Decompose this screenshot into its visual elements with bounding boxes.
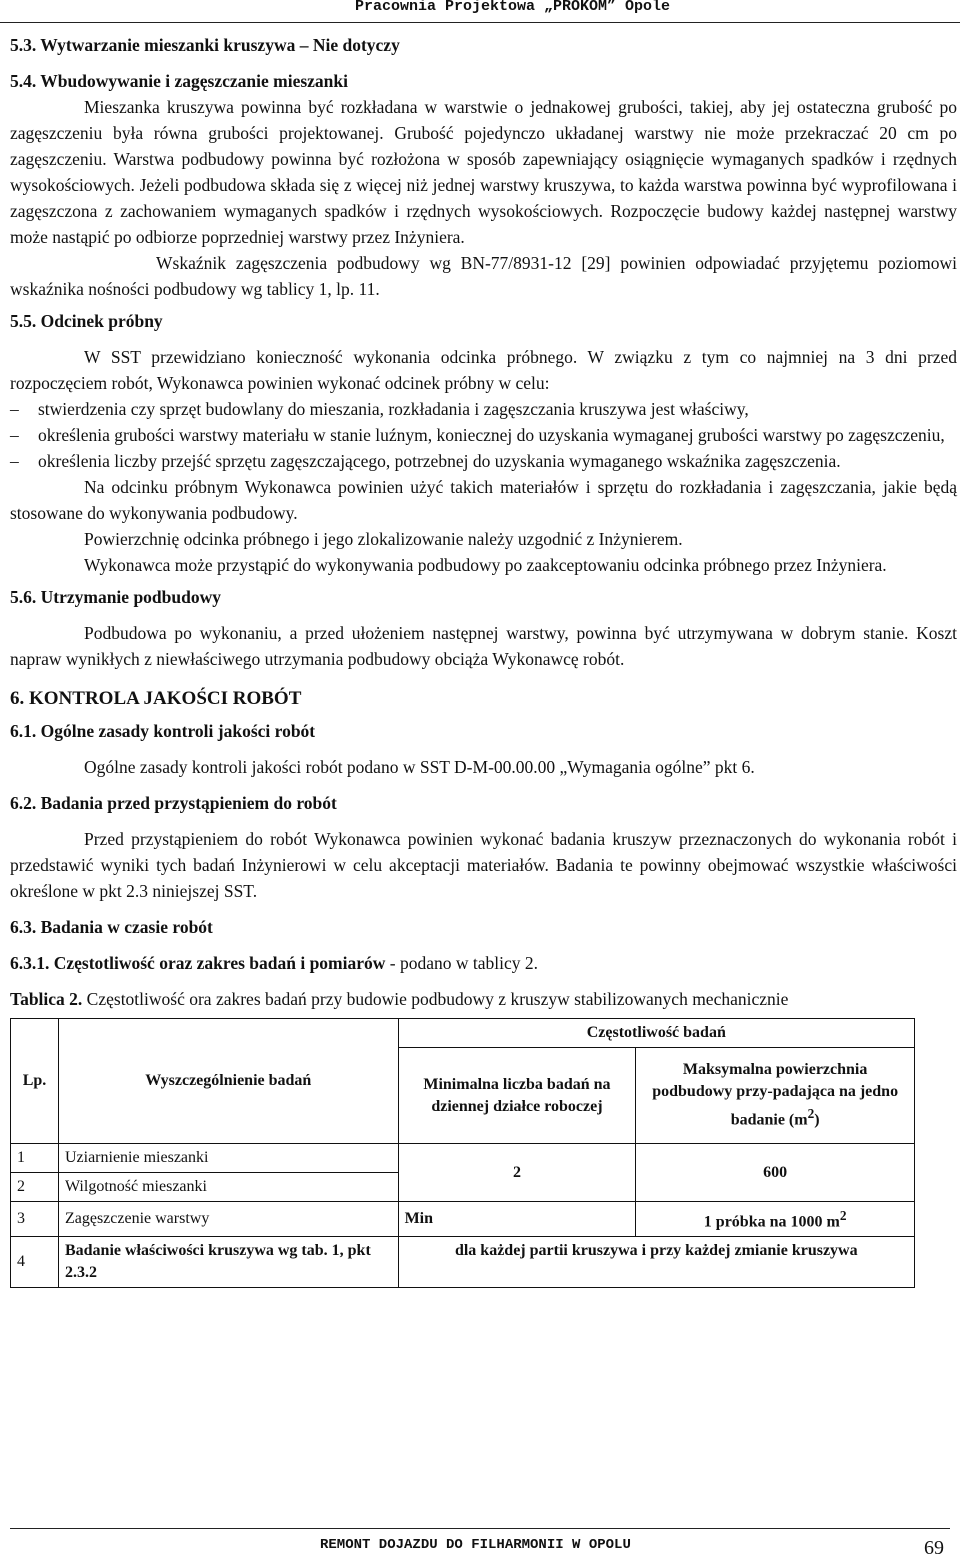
cell-name: Badanie właściwości kruszywa wg tab. 1, pkt 2.3.2: [58, 1237, 398, 1288]
table-caption-text: Częstotliwość ora zakres badań przy budowie podbudowy z kruszyw stabilizowanych mechanicznie: [82, 989, 789, 1009]
section-6-1-paragraph-1: Ogólne zasady kontroli jakości robót podano w SST D-M-00.00.00 „Wymagania ogólne” pkt 6.: [84, 757, 755, 777]
page-number: 69: [924, 1537, 944, 1559]
section-6-3-1-note: - podano w tablicy 2.: [385, 953, 539, 973]
section-5-4-heading: 5.4. Wbudowywanie i zagęszczanie mieszanki: [10, 71, 349, 91]
table-header-frequency: Częstotliwość badań: [398, 1019, 914, 1048]
cell-max: 1 próbka na 1000 $m^2$: [636, 1202, 915, 1237]
section-5-6-paragraph-1: Podbudowa po wykonaniu, a przed ułożeniem następnej warstwy, powinna być utrzymywana w dobrym stanie. Koszt napraw wynikłych z niewłaściwego utrzymania podbudowy obciąża Wykonawcę robót.: [10, 623, 957, 669]
section-5-4-paragraph-1: Mieszanka kruszywa powinna być rozkładana w warstwie o jednakowej grubości, takiej, aby jej ostateczna grubość po zagęszczeniu była równa grubości projektowanej. Grubość pojedynczo układanej warstwy nie może przekraczać 20 cm po zagęszczeniu. Warstwa podbudowy powinna być rozłożona w sposób zapewniający osiągnięcie wymaganych spadków i rzędnych wysokościowych. Jeżeli podbudowa składa się z więcej niż jednej warstwy kruszywa, to każda warstwa powinna być wyprofilowana i zagęszczona z zachowaniem wymaganych spadków i rzędnych wysokościowych. Rozpoczęcie budowy każdej następnej warstwy może nastąpić po odbiorze poprzedniej warstwy przez Inżyniera.: [10, 97, 957, 247]
cell-min: Min: [398, 1202, 636, 1237]
section-6-heading: 6. KONTROLA JAKOŚCI ROBÓT: [10, 688, 302, 709]
table-header-lp: Lp.: [11, 1019, 59, 1144]
cell-name: Uziarnienie mieszanki: [58, 1144, 398, 1173]
document-body: [10, 32, 957, 1288]
section-6-1-heading: 6.1. Ogólne zasady kontroli jakości robót: [10, 721, 316, 741]
cell-lp: 3: [11, 1202, 59, 1237]
page-footer: [10, 1528, 950, 1557]
section-5-5-paragraph-1: W SST przewidziano konieczność wykonania odcinka próbnego. W związku z tym co najmniej na 3 dni przed rozpoczęciem robót, Wykonawca powinien wykonać odcinek próbny w celu:: [10, 347, 957, 393]
table-header-max: Maksymalna powierzchnia podbudowy przy-padająca na jedno badanie $(m^2)$: [636, 1048, 915, 1144]
section-6-3-1-heading: 6.3.1. Częstotliwość oraz zakres badań i pomiarów: [10, 953, 386, 973]
table-header-min: Minimalna liczba badań na dziennej działce roboczej: [398, 1048, 636, 1144]
table-row: [11, 1237, 915, 1288]
cell-name: Zagęszczenie warstwy: [58, 1202, 398, 1237]
list-item: – określenia grubości warstwy materiału w stanie luźnym, koniecznej do uzyskania wymaganej grubości warstwy po zagęszczeniu,: [10, 422, 957, 448]
header-text: Pracownia Projektowa „PROKOM” Opole: [355, 0, 671, 15]
frequency-table: [10, 1018, 915, 1288]
section-5-5-paragraph-3: Powierzchnię odcinka próbnego i jego zlokalizowanie należy uzgodnić z Inżynierem.: [84, 529, 683, 549]
section-6-2-heading: 6.2. Badania przed przystąpieniem do robót: [10, 793, 337, 813]
footer-text: REMONT DOJAZDU DO FILHARMONII W OPOLU: [320, 1537, 631, 1553]
section-5-3-heading: 5.3. Wytwarzanie mieszanki kruszywa – Nie dotyczy: [10, 35, 400, 55]
section-5-6-heading: 5.6. Utrzymanie podbudowy: [10, 587, 221, 607]
table-row: [11, 1202, 915, 1237]
table-caption-label: Tablica 2.: [10, 989, 83, 1009]
list-item: – określenia liczby przejść sprzętu zagęszczającego, potrzebnej do uzyskania wymaganego wskaźnika zagęszczenia.: [10, 448, 957, 474]
table-row: [11, 1144, 915, 1173]
cell-lp: 1: [11, 1144, 59, 1173]
section-5-5-paragraph-2: Na odcinku próbnym Wykonawca powinien użyć takich materiałów i sprzętu do rozkładania i zagęszczania, jakie będą stosowane do wykonywania podbudowy.: [10, 477, 957, 523]
cell-max-merged: 600: [636, 1144, 915, 1202]
section-6-2-paragraph-1: Przed przystąpieniem do robót Wykonawca powinien wykonać badania kruszyw przeznaczonych do wykonania robót i przedstawić wyniki tych badań Inżynierowi w celu akceptacji materiałów. Badania te powinny obejmować wszystkie właściwości określone w pkt 2.3 niniejszej SST.: [10, 829, 957, 901]
section-5-4-paragraph-2: Wskaźnik zagęszczenia podbudowy wg BN-77/8931-12 [29] powinien odpowiadać przyjętemu poziomowi wskaźnika nośności podbudowy wg tablicy 1, lp. 11.: [10, 253, 957, 299]
page-header: [0, 0, 960, 23]
cell-name: Wilgotność mieszanki: [58, 1173, 398, 1202]
cell-lp: 4: [11, 1237, 59, 1288]
list-item: – stwierdzenia czy sprzęt budowlany do mieszania, rozkładania i zagęszczania kruszywa jest właściwy,: [10, 396, 957, 422]
cell-min-merged: 2: [398, 1144, 636, 1202]
section-5-5-heading: 5.5. Odcinek próbny: [10, 311, 163, 331]
table-caption: [10, 986, 957, 1012]
table-header-name: Wyszczególnienie badań: [58, 1019, 398, 1144]
section-5-5-paragraph-4: Wykonawca może przystąpić do wykonywania podbudowy po zaakceptowaniu odcinka próbnego przez Inżyniera.: [84, 555, 887, 575]
cell-lp: 2: [11, 1173, 59, 1202]
section-6-3-1-line: [10, 950, 957, 976]
cell-merged-note: dla każdej partii kruszywa i przy każdej zmianie kruszywa: [398, 1237, 914, 1288]
section-6-3-heading: 6.3. Badania w czasie robót: [10, 917, 213, 937]
